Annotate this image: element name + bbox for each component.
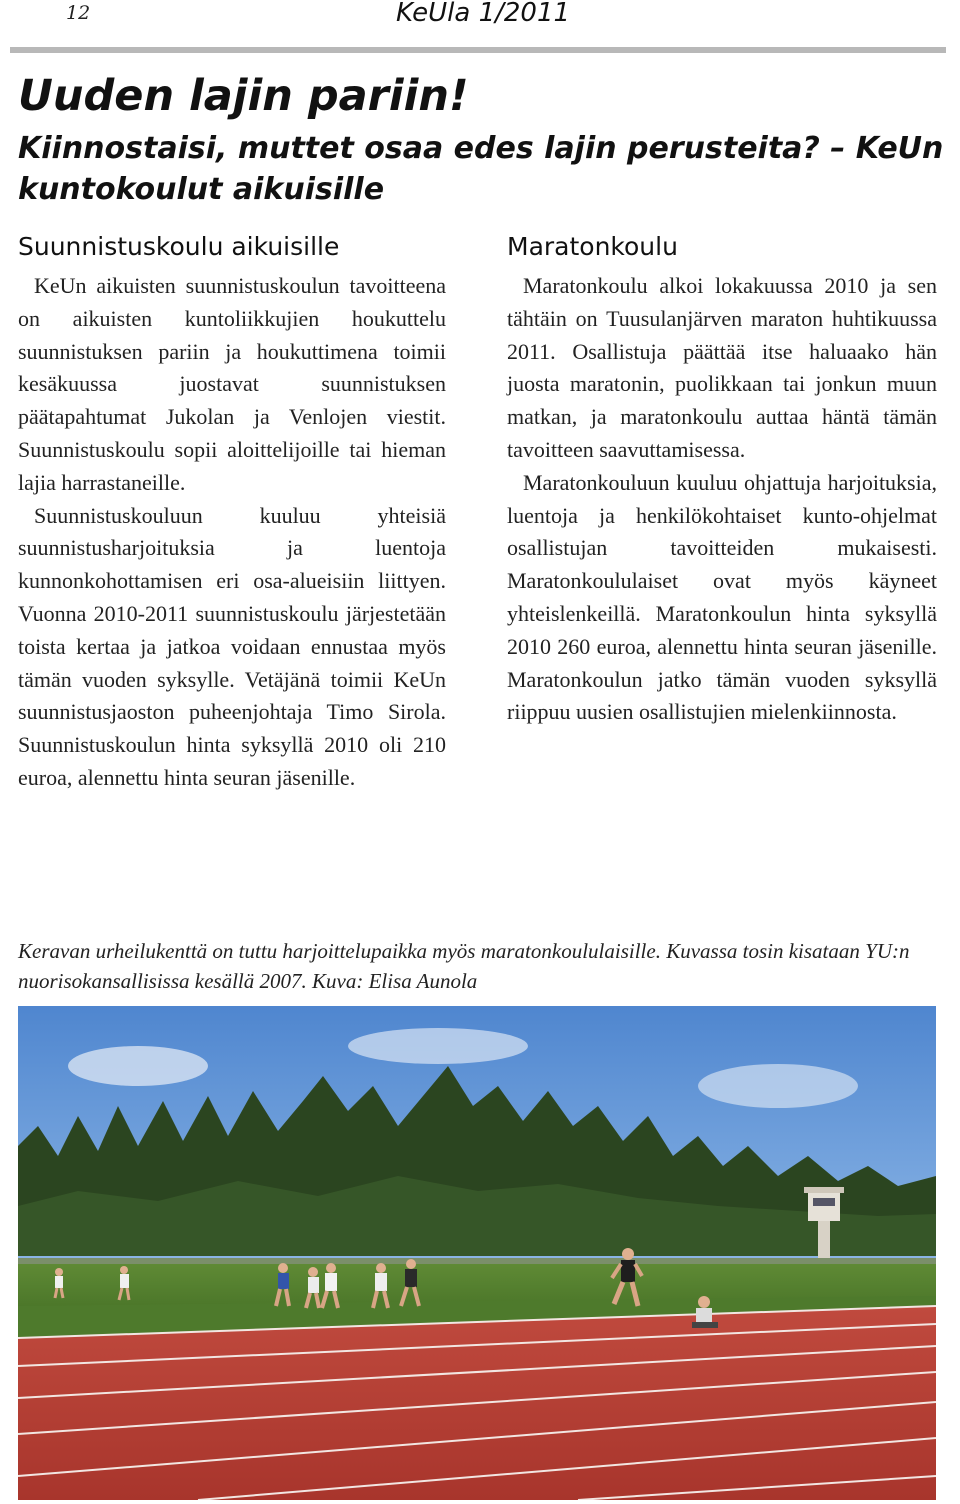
marathon-heading: Maratonkoulu: [507, 232, 678, 261]
orienteering-paragraph-2: Suunnistuskouluun kuuluu yhteisiä suunnistusharjoituksia ja luentoja kunnonkohottamisen eri osa-alueisiin liittyen. Vuonna 2010-2011 suunnistuskoulu järjestetään toista kertaa ja jatkoa voidaan ennustaa myös tämän vuoden syksylle. Vetäjänä toimii KeUn suunnistusjaoston puheenjohtaja Timo Sirola. Suunnistuskoulun hinta syksyllä 2010 oli 210 euroa, alennettu hinta seuran jäsenille.: [18, 502, 446, 790]
page-header: [0, 0, 960, 60]
marathon-section: [507, 230, 937, 729]
header-divider: [10, 47, 946, 53]
article-subheadline: Kiinnostaisi, muttet osaa edes lajin perusteita? – KeUn kuntokoulut aikuisille: [18, 131, 944, 207]
photo-caption: Keravan urheilukenttä on tuttu harjoittelupaikka myös maratonkoululaisille. Kuvassa tosin kisataan YU:n nuorisokansallisissa kesällä 2007. Kuva: Elisa Aunola: [18, 939, 910, 993]
track-photo-illustration: [18, 1006, 936, 1500]
marathon-paragraph-2: Maratonkouluun kuuluu ohjattuja harjoituksia, luentoja ja henkilökohtaiset kunto-ohjelmat osallistujan tavoitteiden mukaisesti. Maratonkoululaiset ovat myös käyneet yhteislenkeillä. Maratonkoulun hinta syksyllä 2010 260 euroa, alennettu hinta seuran jäsenille. Maratonkoulun jatko tämän vuoden syksyllä riippuu uusien osallistujien mielenkiinnosta.: [507, 469, 937, 725]
marathon-paragraph-1: Maratonkoulu alkoi lokakuussa 2010 ja sen tähtäin on Tuusulanjärven maraton huhtikuussa 2011. Osallistuja päättää itse haluaako hän juosta maratonin, puolikkaan tai jonkun muun matkan, ja maratonkoulu auttaa häntä tämän tavoitteen saavuttamisessa.: [507, 273, 937, 462]
track-photo: [18, 1006, 936, 1500]
orienteering-paragraph-1: KeUn aikuisten suunnistuskoulun tavoitteena on aikuisten kuntoliikkujien houkuttelu suunnistuksen pariin ja houkuttimena toimii kesäkuussa juostavat suunnistuksen päätapahtumat Jukolan ja Venlojen viestit. Suunnistuskoulu sopii aloittelijoille tai hieman lajia harrastaneille.: [18, 273, 446, 495]
page-number: 12: [66, 2, 91, 24]
orienteering-section: [18, 230, 446, 795]
magazine-issue: KeUla 1/2011: [396, 0, 571, 28]
article-headline: Uuden lajin pariin!: [18, 71, 469, 121]
orienteering-heading: Suunnistuskoulu aikuisille: [18, 232, 340, 261]
